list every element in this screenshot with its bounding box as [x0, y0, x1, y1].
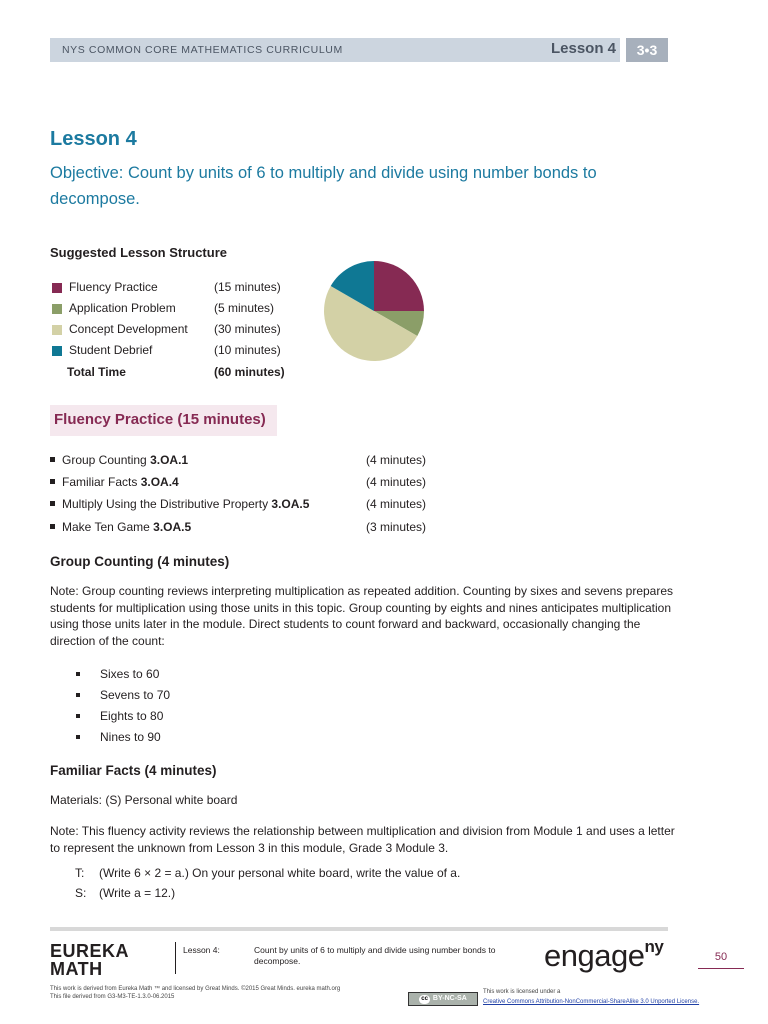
legend-swatch: [52, 283, 62, 293]
engageny-logo: engage$^{ny}$: [544, 937, 664, 973]
header-module-code: 3•3: [626, 38, 668, 62]
pie-slice-fluency-practice: [374, 261, 424, 311]
structure-heading: Suggested Lesson Structure: [50, 245, 227, 260]
footer-credits: This work is derived from Eureka Math ™ and licensed by Great Minds. ©2015 Great Minds. eureka math.org This file derived from G3-M3-TE-1.3.0-06.2015: [50, 986, 341, 1000]
header-lesson: Lesson 4: [550, 40, 616, 57]
dialog-line: S: (Write a = 12.): [75, 886, 176, 900]
materials-line: Materials: (S) Personal white board: [50, 793, 238, 807]
eureka-math-logo: EUREKA MATH: [50, 941, 130, 979]
bullet: [50, 524, 55, 529]
lesson-title: Lesson 4: [50, 128, 137, 150]
bullet: [50, 457, 55, 462]
cc-license-badge: cc BY-NC-SA: [408, 992, 478, 1006]
group-counting-note: Note: Group counting reviews interpreting multiplication as repeated addition. Counting by sixes and sevens prepares students for multiplication using those units in this topic. Group counting by eights and nines anticipates multiplication using those units later in the module. Direct students to count forward and backward, occasionally changing the direction of the count:: [50, 584, 674, 648]
legend-swatch: [52, 325, 62, 335]
curriculum-label: NYS COMMON CORE MATHEMATICS CURRICULUM: [62, 44, 343, 56]
page-number: 50: [714, 951, 728, 963]
lesson-objective: Objective: Count by units of 6 to multiply and divide using number bonds to decompose.: [50, 164, 597, 208]
bullet: [76, 735, 80, 739]
bullet: [76, 672, 80, 676]
cc-icon: cc: [421, 996, 428, 1002]
bullet: [76, 714, 80, 718]
page-number-underline: [698, 968, 744, 969]
license-link[interactable]: Creative Commons Attribution-NonCommercial-ShareAlike 3.0 Unported License.: [483, 999, 700, 1005]
fluency-title: Fluency Practice (15 minutes): [54, 411, 266, 428]
footer-objective: Count by units of 6 to multiply and divide using number bonds to decompose.: [254, 945, 496, 966]
bullet: [76, 693, 80, 697]
license-text: This work is licensed under a: [483, 989, 561, 995]
bullet: [50, 479, 55, 484]
footer-lesson: Lesson 4:: [183, 945, 220, 955]
footer-rule: [50, 927, 668, 931]
dialog-line: T: (Write 6 × 2 = a.) On your personal white board, write the value of a.: [75, 866, 461, 880]
familiar-facts-note: Note: This fluency activity reviews the relationship between multiplication and division from Module 1 and uses a letter to represent the unknown from Lesson 3 in this module, Grade 3 Module 3.: [50, 824, 675, 855]
bullet: [50, 501, 55, 506]
legend-swatch: [52, 304, 62, 314]
familiar-facts-heading: Familiar Facts (4 minutes): [50, 763, 217, 778]
lesson-structure-pie-chart: [322, 259, 426, 363]
legend-swatch: [52, 346, 62, 356]
footer-divider: [175, 942, 176, 974]
group-counting-heading: Group Counting (4 minutes): [50, 554, 230, 569]
